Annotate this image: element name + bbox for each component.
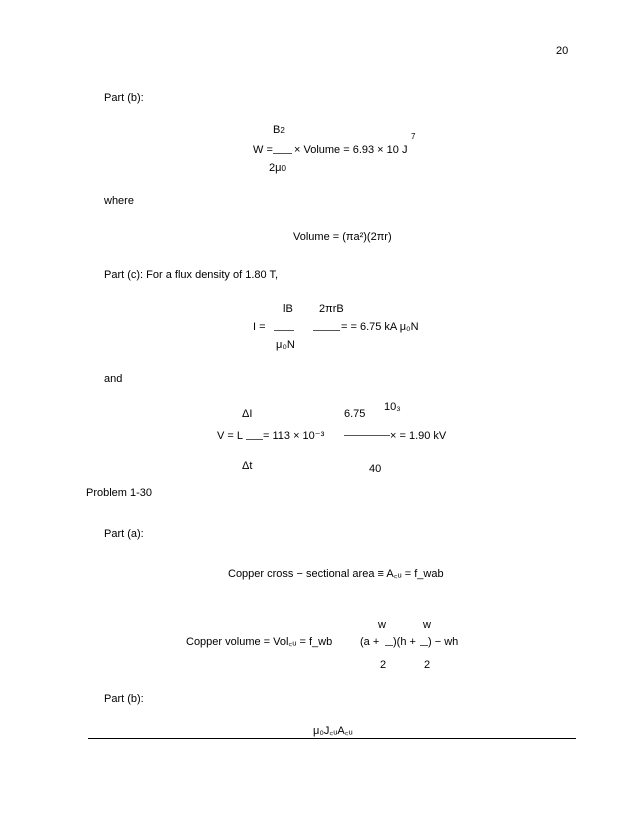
eq-cv-w2: w (423, 619, 431, 631)
eq-cv-fraction-bar-1 (385, 645, 393, 646)
page-number: 20 (556, 45, 569, 57)
eq-i-fraction-bar-1 (274, 330, 294, 331)
problem-heading: Problem 1-30 (86, 487, 153, 499)
eq-i-denominator: μ₀N (276, 339, 295, 351)
eq-v-den-value: 40 (369, 463, 382, 475)
eq-v-fraction-bar-1 (246, 439, 263, 440)
where-label: where (104, 195, 134, 207)
eq-v-num-value: 6.75 (344, 408, 366, 420)
part-b2-heading: Part (b): (104, 693, 144, 705)
eq-w-rhs: × Volume = 6.93 × 10 J (294, 144, 408, 156)
eq-v-mid: = 113 × 10⁻³ (263, 430, 325, 442)
eq-cv-two2: 2 (424, 659, 431, 671)
eq-w-denominator: 2μ0 (269, 162, 286, 174)
part-a-heading: Part (a): (104, 528, 144, 540)
eq-cv-w1: w (378, 619, 386, 631)
and-label: and (104, 373, 123, 385)
eq-w-numerator: B2 (273, 124, 285, 136)
eq-i-lhs: I = (253, 321, 266, 333)
eq-cv-rhs-1: (a + (360, 636, 380, 648)
eq-cv-lhs: Copper volume = Vol꜀ᵤ = f_wb (186, 636, 333, 648)
footer-equation-fragment: μ₀J꜀ᵤA꜀ᵤ (313, 725, 353, 737)
footer-rule (88, 738, 576, 739)
eq-cv-fraction-bar-2 (420, 645, 428, 646)
eq-v-lhs: V = L (217, 430, 243, 442)
eq-i-numerator-2: 2πrB (319, 303, 344, 315)
eq-v-rhs: × = 1.90 kV (390, 430, 447, 442)
eq-cv-rhs-2: )(h + (393, 636, 416, 648)
part-c-heading: Part (c): For a flux density of 1.80 T, (104, 269, 279, 281)
eq-w-exponent: 7 (411, 132, 416, 141)
eq-i-numerator-1: lB (283, 303, 293, 315)
part-b-heading: Part (b): (104, 92, 144, 104)
eq-v-delta-t: Δt (242, 460, 253, 472)
eq-i-fraction-bar-2 (313, 330, 340, 331)
equation-volume: Volume = (πa²)(2πr) (293, 231, 392, 243)
eq-v-delta-i: ΔI (242, 408, 253, 420)
eq-i-rhs: = = 6.75 kA μ₀N (341, 321, 419, 333)
eq-w-lhs: W = (253, 144, 273, 156)
eq-v-sup-value: 10₃ (384, 401, 401, 413)
eq-w-fraction-bar (273, 153, 292, 154)
equation-copper-area: Copper cross − sectional area ≡ A꜀ᵤ = f_wab (228, 568, 444, 580)
eq-v-fraction-bar-2 (344, 435, 390, 436)
eq-cv-two1: 2 (380, 659, 387, 671)
eq-cv-rhs-3: ) − wh (428, 636, 459, 648)
